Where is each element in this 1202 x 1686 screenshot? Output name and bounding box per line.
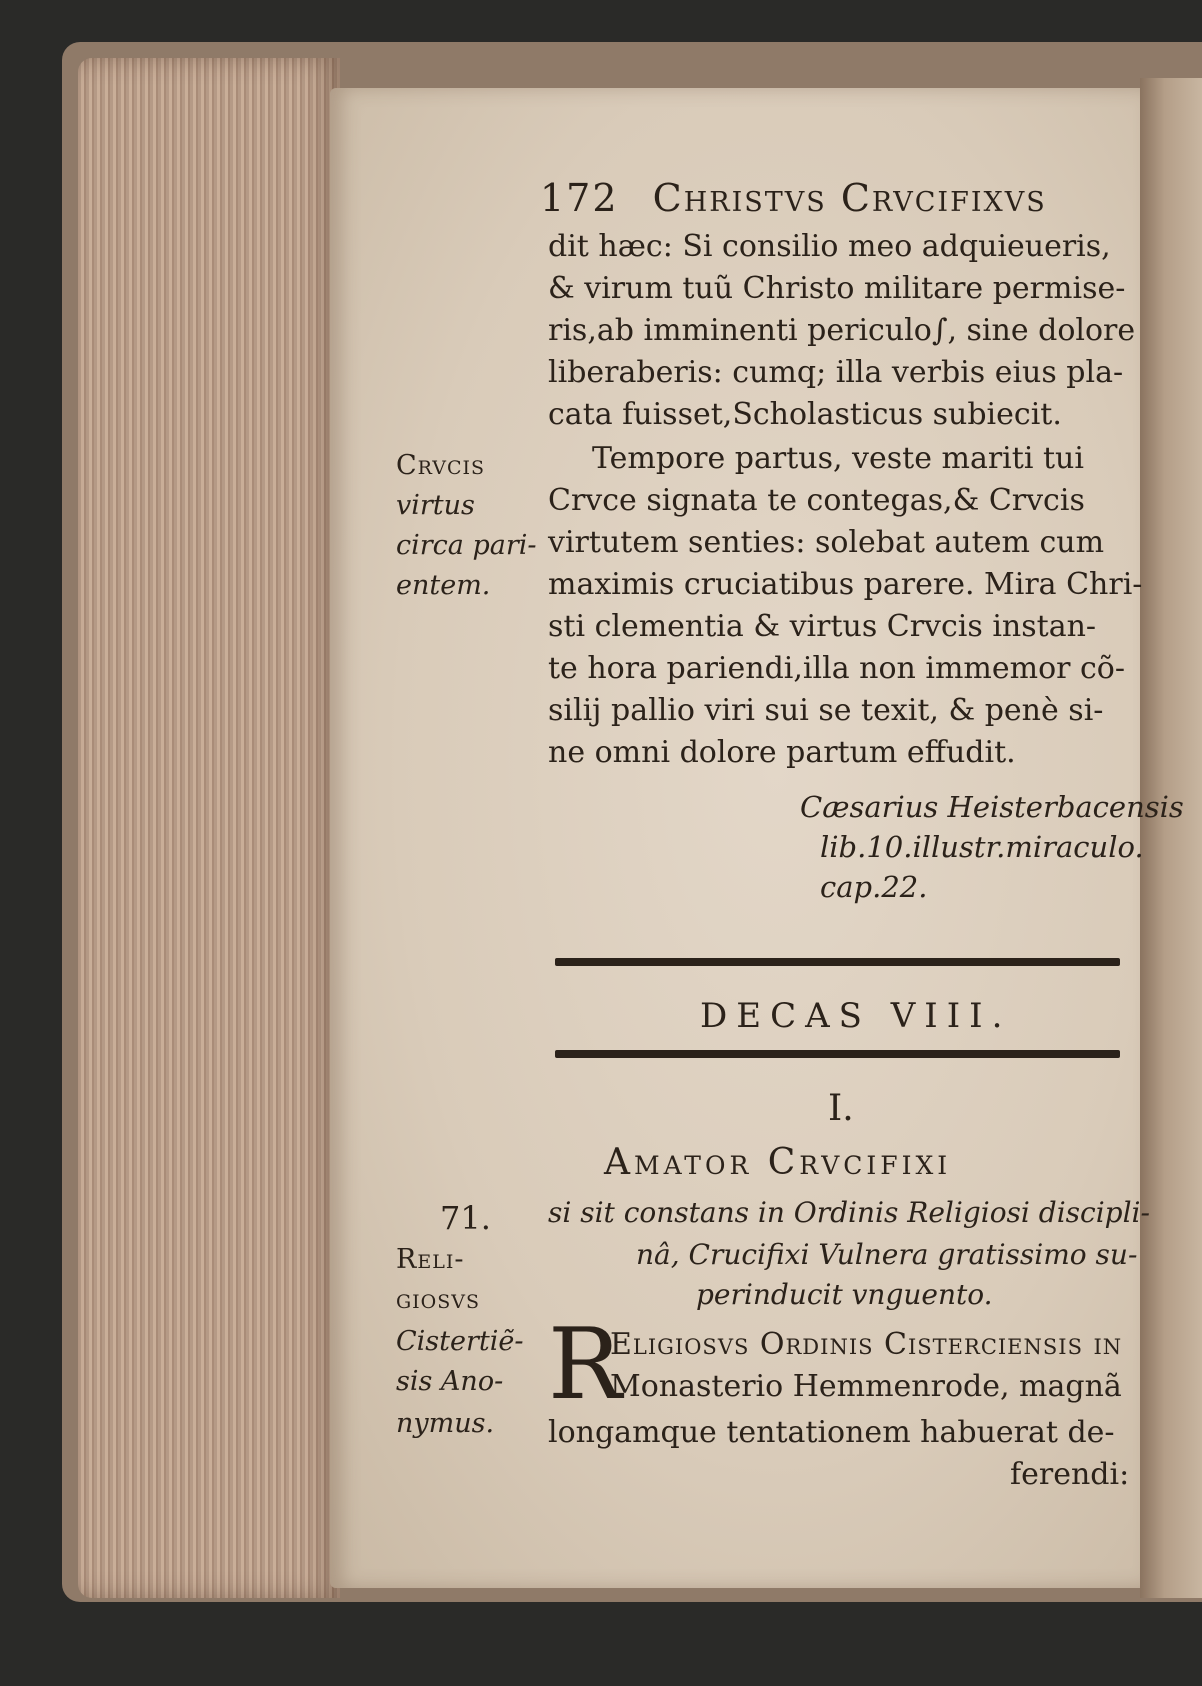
page-number: 172	[540, 176, 619, 220]
margin-note-line: Reli-	[396, 1244, 465, 1275]
body-line: ris,ab imminenti periculo∫, sine dolore	[548, 313, 1136, 348]
body-line: te hora pariendi,illa non immemor cõ-	[548, 651, 1126, 686]
chapter-subheading-line: si sit constans in Ordinis Religiosi discipli-	[548, 1196, 1150, 1229]
margin-number: 71.	[440, 1199, 491, 1237]
body-line: & virum tuũ Christo militare permise-	[548, 271, 1126, 306]
body-line: maximis cruciatibus parere. Mira Chri-	[548, 567, 1143, 602]
page-edges	[78, 58, 340, 1598]
chapter-number: I.	[828, 1088, 854, 1129]
body-line: virtutem senties: solebat autem cum	[548, 525, 1105, 560]
margin-note-line: entem.	[396, 570, 491, 601]
body-line: Tempore partus, veste mariti tui	[592, 441, 1084, 476]
facing-page-edge	[1140, 78, 1202, 1598]
margin-note-line: Cistertiẽ-	[396, 1326, 524, 1357]
body-line: liberaberis: cumq; illa verbis eius pla-	[548, 355, 1124, 390]
body-line: ferendi:	[1010, 1457, 1130, 1492]
margin-note-line: sis Ano-	[396, 1366, 504, 1397]
running-title: Christvs Crvcifixvs	[652, 176, 1047, 220]
margin-note-line: circa pari-	[396, 530, 537, 561]
citation-line: lib.10.illustr.miraculo.	[820, 830, 1144, 864]
body-line: silij pallio viri sui se texit, & penè si-	[548, 693, 1104, 728]
ornamental-rule	[555, 958, 1120, 966]
chapter-subheading-line: nâ, Crucifixi Vulnera gratissimo su-	[636, 1238, 1138, 1271]
chapter-subheading-line: perinducit vnguento.	[696, 1278, 993, 1311]
ornamental-rule	[555, 1050, 1120, 1058]
body-line: Eligiosvs Ordinis Cisterciensis in	[610, 1327, 1123, 1362]
margin-note-line: virtus	[396, 490, 475, 521]
body-line: sti clementia & virtus Crvcis instan-	[548, 609, 1097, 644]
citation-line: cap.22.	[820, 870, 928, 904]
drop-cap: R	[548, 1308, 622, 1422]
body-line: Crvce signata te contegas,& Crvcis	[548, 483, 1085, 518]
running-head	[540, 176, 1047, 220]
margin-note-line: nymus.	[396, 1408, 495, 1439]
margin-note-line: Crvcis	[396, 450, 486, 481]
body-line: ne omni dolore partum effudit.	[548, 735, 1016, 770]
chapter-heading: Amator Crvcifixi	[604, 1142, 952, 1183]
section-title: DECAS VIII.	[700, 996, 1012, 1036]
citation-line: Cæsarius Heisterbacensis	[800, 790, 1184, 824]
body-line: longamque tentationem habuerat de-	[548, 1415, 1115, 1450]
body-line: cata fuisset,Scholasticus subiecit.	[548, 397, 1062, 432]
body-line: dit hæc: Si consilio meo adquieueris,	[548, 229, 1111, 264]
margin-note-line: giosvs	[396, 1284, 481, 1315]
body-line: Monasterio Hemmenrode, magnã	[610, 1369, 1122, 1404]
